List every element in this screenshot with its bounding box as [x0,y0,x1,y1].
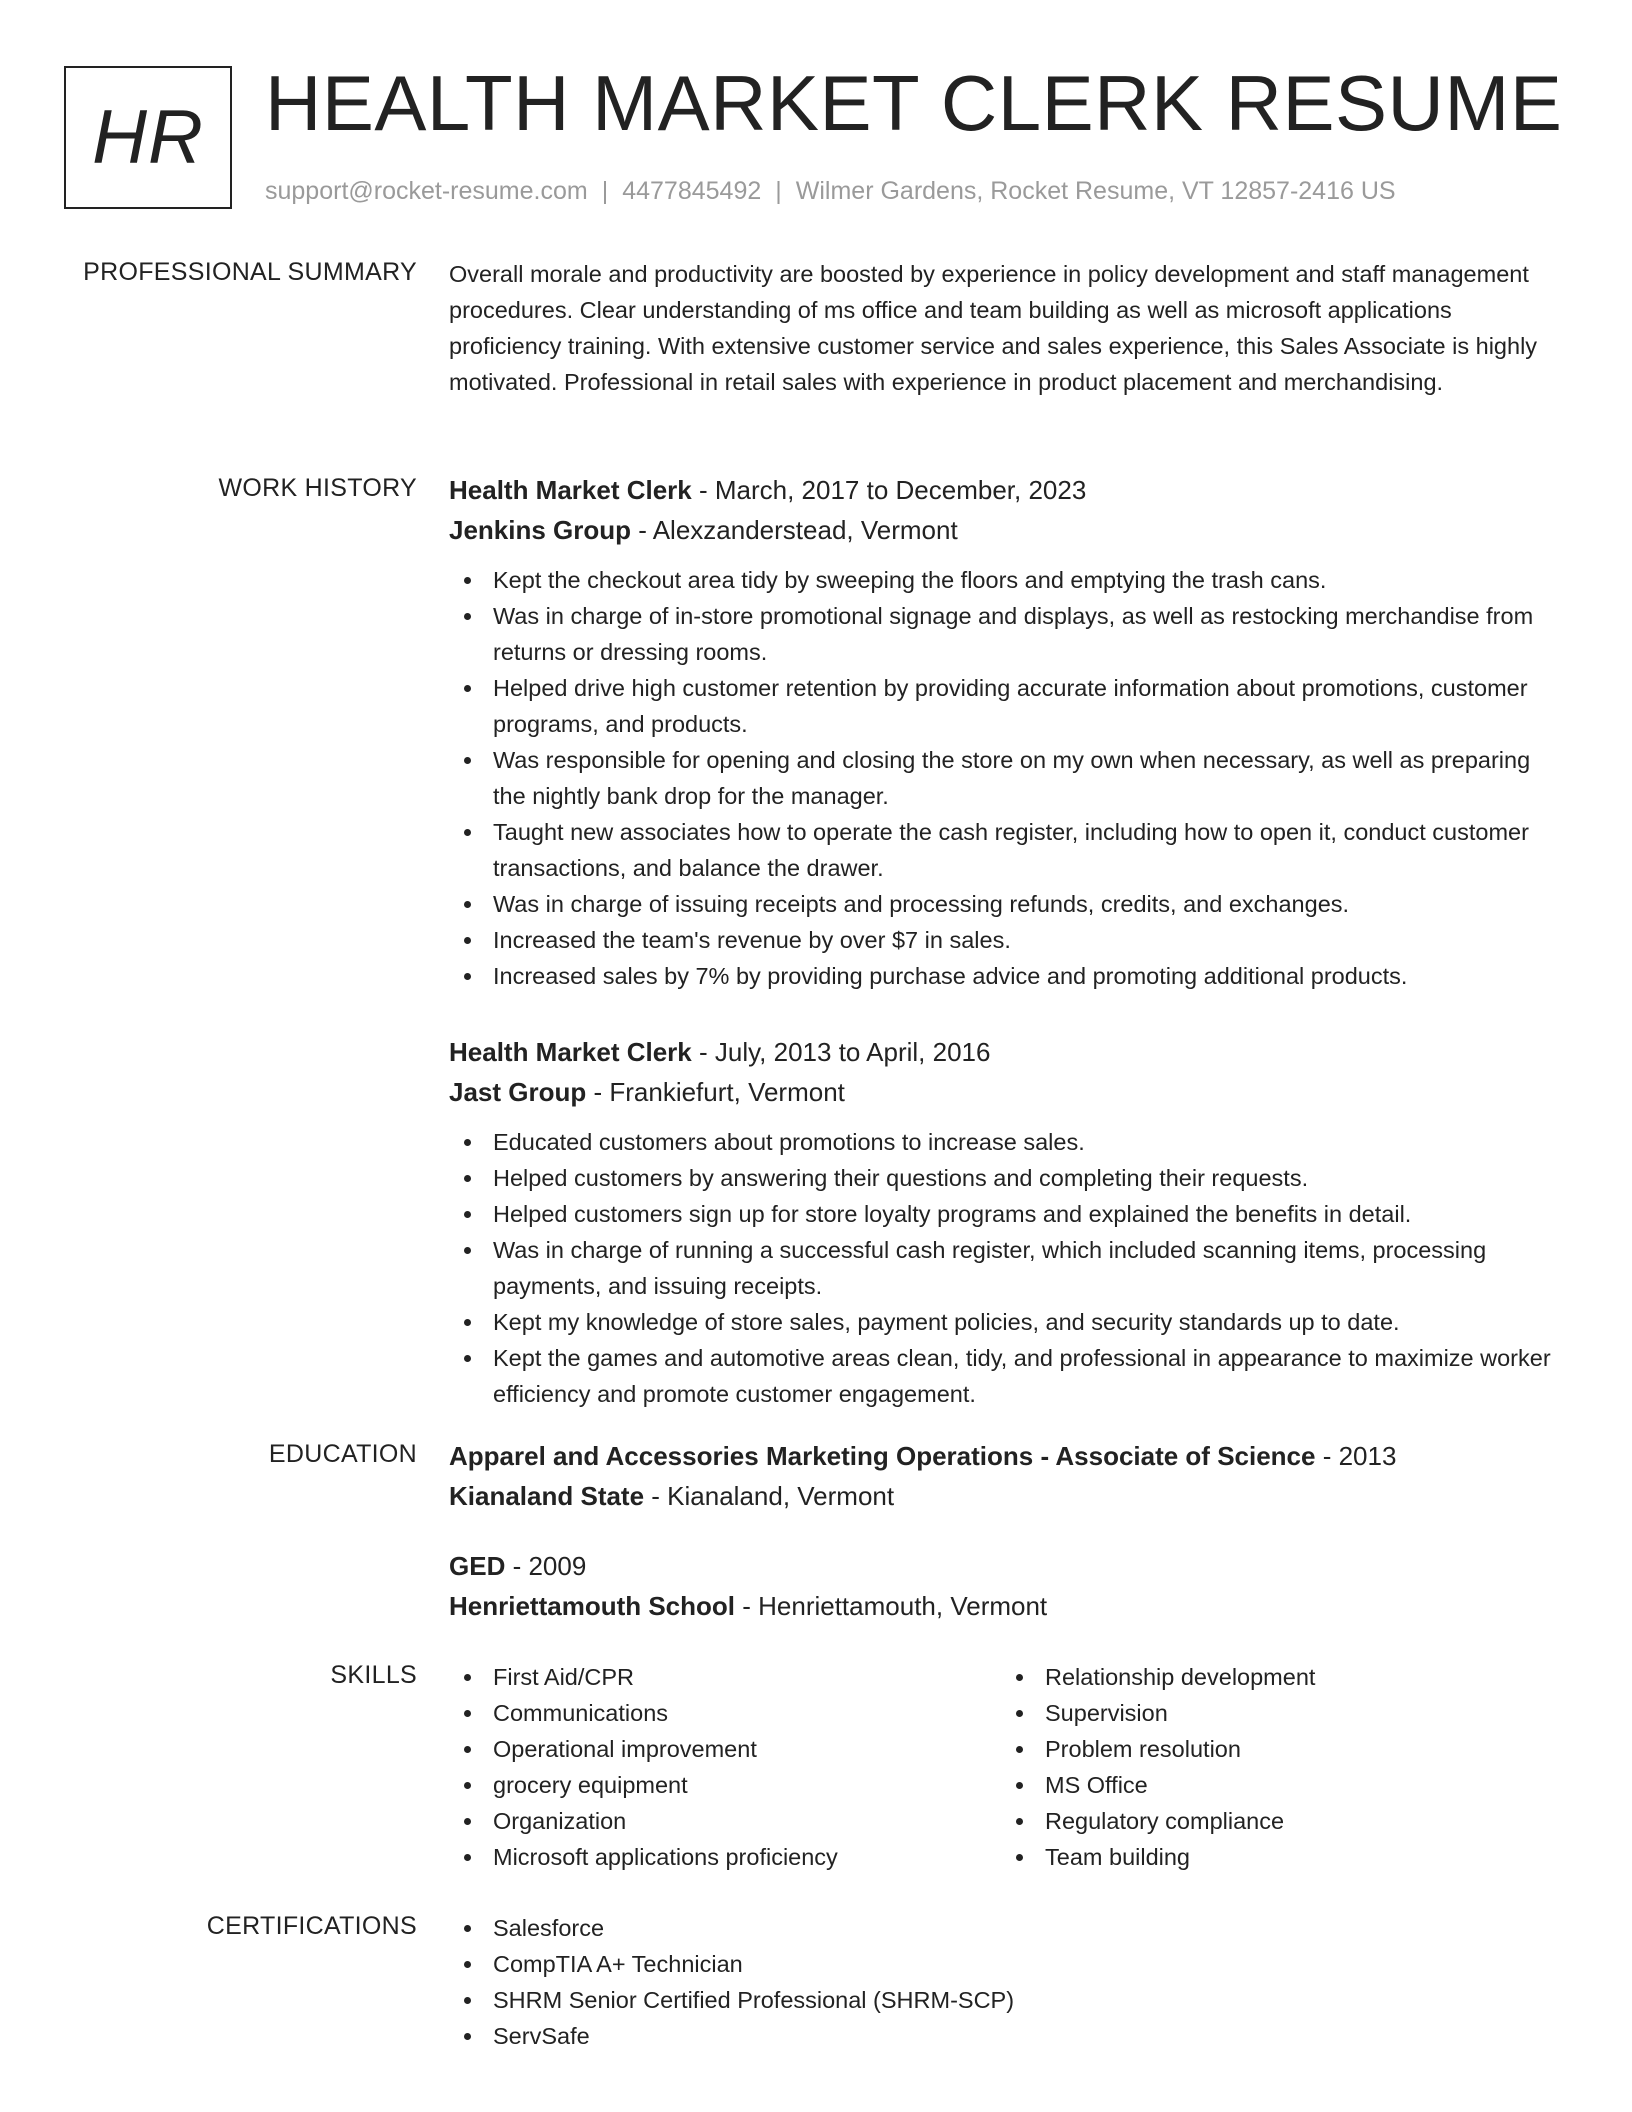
list-item: Was responsible for opening and closing the store on my own when necessary, as well as preparing the nightly bank drop for the manager. [449,742,1559,814]
job-title-line [449,470,1559,510]
education-degree: GED [449,1551,506,1581]
contact-phone[interactable]: 4477845492 [622,177,762,205]
certifications-body [449,1910,1559,2054]
education-degree-line [449,1436,1559,1476]
job-dates: - March, 2017 to December, 2023 [691,475,1087,505]
education-degree-line [449,1546,1559,1586]
list-item: Increased sales by 7% by providing purchase advice and promoting additional products. [449,958,1559,994]
list-item: Was in charge of running a successful cash register, which included scanning items, processing payments, and issuing receipts. [449,1232,1559,1304]
list-item: Microsoft applications proficiency [449,1839,1001,1875]
education-school: Henriettamouth School [449,1591,736,1621]
list-item: Kept my knowledge of store sales, payment policies, and security standards up to date. [449,1304,1559,1340]
section-label-work-history: WORK HISTORY [218,474,417,502]
list-item: Was in charge of in-store promotional signage and displays, as well as restocking merchandise from returns or dressing rooms. [449,598,1559,670]
education-degree: Apparel and Accessories Marketing Operations - Associate of Science [449,1441,1316,1471]
job-title: Health Market Clerk [449,475,692,505]
list-item: ServSafe [449,2018,1559,2054]
job-bullets [449,1124,1559,1412]
list-item: SHRM Senior Certified Professional (SHRM-SCP) [449,1982,1559,2018]
list-item: Problem resolution [1001,1731,1553,1767]
list-item: Supervision [1001,1695,1553,1731]
job-entry [449,1032,1559,1412]
list-item: Organization [449,1803,1001,1839]
education-school-line [449,1476,1559,1516]
job-company-line [449,510,1559,550]
job-entry [449,470,1559,994]
list-item: Educated customers about promotions to increase sales. [449,1124,1559,1160]
section-label-skills: SKILLS [330,1661,417,1689]
education-location: - Henriettamouth, Vermont [735,1591,1048,1621]
list-item: MS Office [1001,1767,1553,1803]
education-entry [449,1436,1559,1516]
list-item: Regulatory compliance [1001,1803,1553,1839]
list-item: Relationship development [1001,1659,1553,1695]
education-body [449,1436,1559,1626]
job-company: Jenkins Group [449,515,632,545]
education-location: - Kianaland, Vermont [644,1481,895,1511]
list-item: Team building [1001,1839,1553,1875]
skills-list-left [449,1659,1001,1875]
resume-title: HEALTH MARKET CLERK RESUME [265,59,1563,147]
summary-body [449,256,1559,400]
skills-list-right [1001,1659,1553,1875]
list-item: First Aid/CPR [449,1659,1001,1695]
job-title-line [449,1032,1559,1072]
contact-separator: | [601,177,609,205]
education-entry [449,1546,1559,1626]
section-label-education: EDUCATION [268,1440,417,1468]
education-year: - 2013 [1315,1441,1397,1471]
job-location: - Alexzanderstead, Vermont [631,515,958,545]
list-item: Was in charge of issuing receipts and processing refunds, credits, and exchanges. [449,886,1559,922]
education-school-line [449,1586,1559,1626]
list-item: Increased the team's revenue by over $7 in sales. [449,922,1559,958]
job-bullets [449,562,1559,994]
contact-line [265,177,1396,206]
monogram-logo: HR [64,66,232,209]
list-item: Taught new associates how to operate the cash register, including how to open it, conduct customer transactions, and balance the drawer. [449,814,1559,886]
job-title: Health Market Clerk [449,1037,692,1067]
education-year: - 2009 [505,1551,587,1581]
job-dates: - July, 2013 to April, 2016 [691,1037,991,1067]
summary-text: Overall morale and productivity are boosted by experience in policy development and staff management procedures. Clear understanding of ms office and team building as well as microsoft applications proficiency training. With extensive customer service and sales experience, this Sales Associate is highly motivated. Professional in retail sales with experience in product placement and merchandising. [449,261,1538,395]
list-item: CompTIA A+ Technician [449,1946,1559,1982]
work-history-body [449,470,1559,1412]
job-company: Jast Group [449,1077,587,1107]
job-company-line [449,1072,1559,1112]
job-location: - Frankiefurt, Vermont [586,1077,845,1107]
list-item: Helped customers sign up for store loyalty programs and explained the benefits in detail. [449,1196,1559,1232]
list-item: Kept the checkout area tidy by sweeping the floors and emptying the trash cans. [449,562,1559,598]
section-label-certifications: CERTIFICATIONS [206,1912,417,1940]
certifications-list [449,1910,1559,2054]
contact-email[interactable]: support@rocket-resume.com [265,177,588,205]
list-item: Helped customers by answering their questions and completing their requests. [449,1160,1559,1196]
contact-address: Wilmer Gardens, Rocket Resume, VT 12857-2416 US [795,177,1396,205]
list-item: grocery equipment [449,1767,1001,1803]
contact-separator: | [775,177,782,205]
list-item: Communications [449,1695,1001,1731]
list-item: Operational improvement [449,1731,1001,1767]
section-label-summary: PROFESSIONAL SUMMARY [83,258,417,286]
list-item: Helped drive high customer retention by providing accurate information about promotions, customer programs, and products. [449,670,1559,742]
list-item: Kept the games and automotive areas clean, tidy, and professional in appearance to maximize worker efficiency and promote customer engagement. [449,1340,1559,1412]
education-school: Kianaland State [449,1481,645,1511]
skills-body [449,1659,1559,1875]
list-item: Salesforce [449,1910,1559,1946]
